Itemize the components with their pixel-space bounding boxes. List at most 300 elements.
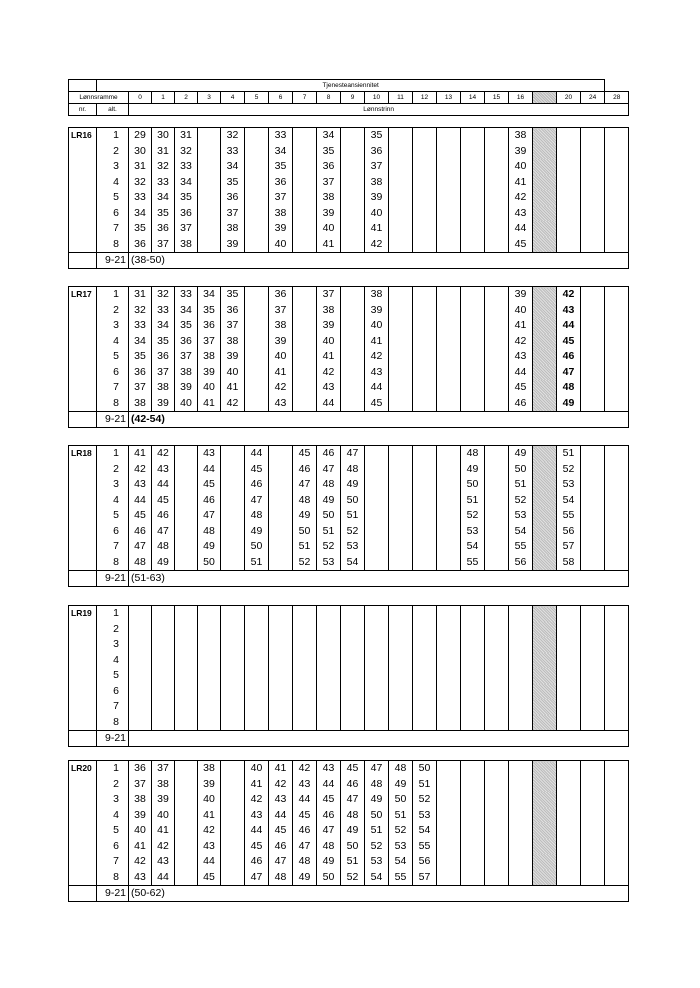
table-row (69, 380, 629, 396)
grade-cell (198, 144, 221, 160)
grade-cell (581, 808, 605, 824)
grade-cell (605, 334, 629, 350)
grade-cell (198, 637, 221, 653)
grade-cell: 42 (221, 396, 245, 412)
grade-cell (293, 318, 317, 334)
grade-cell: 35 (365, 128, 389, 144)
grade-cell (198, 606, 221, 622)
grade-cell: 37 (317, 287, 341, 303)
grade-cell (509, 777, 533, 793)
grade-cell: 34 (152, 190, 175, 206)
grade-cell (437, 715, 461, 731)
table-row (69, 715, 629, 731)
table-row (69, 653, 629, 669)
grade-cell (557, 808, 581, 824)
grade-cell: 52 (389, 823, 413, 839)
grade-cell: 48 (129, 555, 152, 571)
grade-cell (485, 380, 509, 396)
grade-cell (341, 699, 365, 715)
grade-cell (605, 715, 629, 731)
grade-cell: 42 (152, 839, 175, 855)
grade-cell (461, 206, 485, 222)
grade-cell: 39 (152, 396, 175, 412)
grade-cell: 37 (317, 175, 341, 191)
grade-cell (581, 539, 605, 555)
grade-cell (533, 190, 557, 206)
grade-cell (533, 808, 557, 824)
row-alt: 8 (97, 555, 129, 571)
table-row (69, 684, 629, 700)
table-row (69, 622, 629, 638)
grade-cell: 45 (557, 334, 581, 350)
grade-cell (485, 159, 509, 175)
grade-cell: 42 (293, 761, 317, 777)
row-alt: 8 (97, 396, 129, 412)
grade-cell (581, 524, 605, 540)
grade-cell (413, 380, 437, 396)
row-alt: 8 (97, 870, 129, 886)
grade-cell (293, 303, 317, 319)
grade-cell (245, 365, 269, 381)
grade-cell: 46 (245, 854, 269, 870)
grade-cell: 37 (221, 318, 245, 334)
header-year: 5 (245, 92, 269, 104)
row-alt: 2 (97, 462, 129, 478)
grade-cell (198, 622, 221, 638)
grade-cell (509, 854, 533, 870)
grade-cell (175, 761, 198, 777)
grade-cell (341, 606, 365, 622)
salary-block-lr19 (68, 605, 629, 747)
grade-cell: 38 (198, 761, 221, 777)
grade-cell (293, 653, 317, 669)
grade-cell: 36 (317, 159, 341, 175)
grade-cell (437, 334, 461, 350)
row-alt: 8 (97, 237, 129, 253)
grade-cell: 41 (509, 318, 533, 334)
grade-cell (245, 175, 269, 191)
grade-cell: 38 (129, 792, 152, 808)
grade-cell: 41 (509, 175, 533, 191)
table-row (69, 303, 629, 319)
table-row (69, 287, 629, 303)
grade-cell: 41 (269, 761, 293, 777)
grade-cell (365, 508, 389, 524)
grade-cell (293, 396, 317, 412)
grade-cell (293, 606, 317, 622)
grade-cell (485, 761, 509, 777)
grade-cell (221, 653, 245, 669)
grade-cell (317, 622, 341, 638)
grade-cell (129, 715, 152, 731)
grade-cell (413, 684, 437, 700)
grade-cell (605, 539, 629, 555)
grade-cell (221, 808, 245, 824)
grade-cell (221, 508, 245, 524)
grade-cell (485, 508, 509, 524)
grade-cell (509, 684, 533, 700)
grade-cell: 51 (245, 555, 269, 571)
grade-cell (365, 462, 389, 478)
grade-cell (198, 668, 221, 684)
grade-cell (269, 653, 293, 669)
grade-cell (129, 606, 152, 622)
grade-cell (413, 206, 437, 222)
row-alt: 6 (97, 839, 129, 855)
grade-cell (605, 622, 629, 638)
row-alt: 1 (97, 128, 129, 144)
grade-cell (605, 318, 629, 334)
grade-cell (437, 823, 461, 839)
grade-cell (485, 287, 509, 303)
grade-cell (533, 287, 557, 303)
grade-cell (461, 808, 485, 824)
grade-cell (533, 334, 557, 350)
header-lonnstrinn: Lønnstrinn (129, 104, 629, 116)
grade-cell (437, 318, 461, 334)
grade-cell: 39 (198, 777, 221, 793)
grade-cell (557, 221, 581, 237)
grade-cell (437, 303, 461, 319)
grade-cell (485, 477, 509, 493)
grade-cell (605, 221, 629, 237)
grade-cell: 39 (198, 365, 221, 381)
grade-cell (533, 396, 557, 412)
grade-cell (437, 493, 461, 509)
grade-cell (413, 318, 437, 334)
grade-cell: 52 (293, 555, 317, 571)
row-alt: 2 (97, 777, 129, 793)
grade-cell: 42 (557, 287, 581, 303)
grade-cell: 39 (152, 792, 175, 808)
header-year: 14 (461, 92, 485, 104)
header-year (533, 92, 557, 104)
grade-cell: 37 (152, 365, 175, 381)
block-footer (69, 731, 629, 747)
grade-cell (485, 446, 509, 462)
grade-cell: 55 (509, 539, 533, 555)
grade-cell (533, 221, 557, 237)
grade-cell (413, 396, 437, 412)
grade-cell (245, 684, 269, 700)
table-row (69, 334, 629, 350)
grade-cell: 38 (365, 287, 389, 303)
grade-cell (557, 190, 581, 206)
grade-cell (461, 128, 485, 144)
grade-cell (485, 668, 509, 684)
grade-cell (437, 854, 461, 870)
grade-cell (129, 637, 152, 653)
grade-cell (533, 668, 557, 684)
grade-cell (437, 237, 461, 253)
grade-cell (437, 477, 461, 493)
grade-cell (605, 684, 629, 700)
grade-cell (557, 870, 581, 886)
grade-cell: 48 (389, 761, 413, 777)
row-alt: 3 (97, 318, 129, 334)
grade-cell: 47 (341, 792, 365, 808)
table-row (69, 396, 629, 412)
grade-cell: 39 (509, 287, 533, 303)
grade-cell: 37 (198, 334, 221, 350)
grade-cell (365, 622, 389, 638)
grade-cell (509, 622, 533, 638)
grade-cell (365, 715, 389, 731)
grade-cell (461, 365, 485, 381)
grade-cell (198, 237, 221, 253)
grade-cell: 44 (317, 777, 341, 793)
table-row (69, 144, 629, 160)
grade-cell: 40 (269, 237, 293, 253)
grade-cell: 54 (557, 493, 581, 509)
grade-cell: 35 (198, 303, 221, 319)
grade-cell: 46 (557, 349, 581, 365)
grade-cell (533, 606, 557, 622)
grade-cell (605, 349, 629, 365)
footer-range: (51-63) (129, 571, 629, 587)
grade-cell (198, 653, 221, 669)
grade-cell (437, 808, 461, 824)
grade-cell: 47 (293, 477, 317, 493)
grade-cell (175, 854, 198, 870)
grade-cell (461, 622, 485, 638)
grade-cell (293, 159, 317, 175)
grade-cell: 47 (129, 539, 152, 555)
grade-cell: 36 (365, 144, 389, 160)
grade-cell: 38 (365, 175, 389, 191)
grade-cell (365, 606, 389, 622)
grade-cell (509, 699, 533, 715)
grade-cell: 56 (509, 555, 533, 571)
grade-cell (341, 715, 365, 731)
grade-cell: 45 (509, 380, 533, 396)
grade-cell (605, 524, 629, 540)
grade-cell: 46 (293, 823, 317, 839)
grade-cell: 42 (509, 190, 533, 206)
grade-cell: 42 (129, 462, 152, 478)
grade-cell (341, 303, 365, 319)
grade-cell: 56 (413, 854, 437, 870)
grade-cell (152, 668, 175, 684)
grade-cell (437, 653, 461, 669)
grade-cell (461, 175, 485, 191)
grade-cell (557, 668, 581, 684)
grade-cell: 39 (129, 808, 152, 824)
grade-cell: 45 (245, 839, 269, 855)
grade-cell: 32 (221, 128, 245, 144)
table-row (69, 808, 629, 824)
grade-cell (175, 555, 198, 571)
grade-cell: 43 (509, 349, 533, 365)
grade-cell: 36 (269, 175, 293, 191)
grade-cell (485, 684, 509, 700)
grade-cell: 37 (269, 303, 293, 319)
grade-cell (581, 839, 605, 855)
grade-cell: 33 (152, 303, 175, 319)
grade-cell: 29 (129, 128, 152, 144)
footer-blank (69, 412, 97, 428)
grade-cell (221, 555, 245, 571)
grade-cell: 45 (245, 462, 269, 478)
grade-cell (581, 334, 605, 350)
grade-cell (413, 349, 437, 365)
grade-cell (365, 446, 389, 462)
grade-cell: 44 (509, 365, 533, 381)
grade-cell (605, 808, 629, 824)
salary-block-lr16 (68, 127, 629, 269)
grade-cell (533, 539, 557, 555)
grade-cell (317, 699, 341, 715)
grade-cell: 51 (461, 493, 485, 509)
block-nr: LR16 (69, 128, 97, 253)
grade-cell: 32 (129, 175, 152, 191)
grade-cell (533, 159, 557, 175)
grade-cell (485, 396, 509, 412)
grade-cell: 37 (129, 380, 152, 396)
grade-cell (269, 555, 293, 571)
grade-cell: 36 (221, 190, 245, 206)
grade-cell (221, 477, 245, 493)
grade-cell: 50 (413, 761, 437, 777)
grade-cell (365, 539, 389, 555)
grade-cell (533, 761, 557, 777)
grade-cell: 45 (152, 493, 175, 509)
grade-cell: 49 (317, 493, 341, 509)
grade-cell (605, 159, 629, 175)
grade-cell (129, 622, 152, 638)
footer-blank (69, 253, 97, 269)
grade-cell: 48 (365, 777, 389, 793)
grade-cell (365, 684, 389, 700)
row-alt: 4 (97, 493, 129, 509)
grade-cell (317, 684, 341, 700)
grade-cell: 36 (129, 365, 152, 381)
footer-range: (42-54) (129, 412, 629, 428)
grade-cell (581, 318, 605, 334)
grade-cell: 46 (152, 508, 175, 524)
grade-cell: 41 (198, 808, 221, 824)
grade-cell (221, 715, 245, 731)
grade-cell: 38 (221, 334, 245, 350)
grade-cell: 55 (389, 870, 413, 886)
grade-cell: 51 (293, 539, 317, 555)
grade-cell (389, 606, 413, 622)
grade-cell (389, 668, 413, 684)
grade-cell (389, 555, 413, 571)
row-alt: 2 (97, 303, 129, 319)
grade-cell (557, 715, 581, 731)
grade-cell (605, 446, 629, 462)
grade-cell: 50 (198, 555, 221, 571)
grade-cell (365, 653, 389, 669)
header-year: 11 (389, 92, 413, 104)
grade-cell (485, 190, 509, 206)
grade-cell (245, 715, 269, 731)
grade-cell: 43 (152, 854, 175, 870)
grade-cell: 40 (269, 349, 293, 365)
grade-cell: 52 (365, 839, 389, 855)
grade-cell: 58 (557, 555, 581, 571)
grade-cell: 48 (317, 477, 341, 493)
grade-cell: 38 (269, 318, 293, 334)
grade-cell (581, 699, 605, 715)
grade-cell (437, 606, 461, 622)
grade-cell (581, 462, 605, 478)
grade-cell (437, 287, 461, 303)
grade-cell: 44 (198, 462, 221, 478)
grade-cell (485, 699, 509, 715)
grade-cell (341, 287, 365, 303)
grade-cell: 40 (317, 334, 341, 350)
grade-cell (557, 854, 581, 870)
grade-cell: 33 (129, 190, 152, 206)
grade-cell (341, 175, 365, 191)
grade-cell (245, 159, 269, 175)
grade-cell: 49 (461, 462, 485, 478)
grade-cell (485, 237, 509, 253)
table-row (69, 318, 629, 334)
grade-cell (221, 870, 245, 886)
grade-cell: 50 (245, 539, 269, 555)
grade-cell: 49 (152, 555, 175, 571)
header-year: 3 (198, 92, 221, 104)
grade-cell (245, 699, 269, 715)
grade-cell (389, 206, 413, 222)
grade-cell (533, 699, 557, 715)
grade-cell (533, 622, 557, 638)
block-footer (69, 253, 629, 269)
grade-cell (389, 653, 413, 669)
grade-cell (581, 622, 605, 638)
grade-cell (581, 823, 605, 839)
grade-cell: 44 (245, 823, 269, 839)
grade-cell: 55 (461, 555, 485, 571)
grade-cell: 35 (175, 190, 198, 206)
grade-cell: 37 (175, 349, 198, 365)
grade-cell: 39 (317, 206, 341, 222)
grade-cell (175, 524, 198, 540)
grade-cell: 46 (317, 446, 341, 462)
grade-cell: 49 (293, 508, 317, 524)
grade-cell: 47 (245, 870, 269, 886)
table-row (69, 539, 629, 555)
grade-cell: 37 (269, 190, 293, 206)
grade-cell (245, 318, 269, 334)
grade-cell: 54 (389, 854, 413, 870)
grade-cell: 39 (365, 303, 389, 319)
grade-cell (341, 622, 365, 638)
grade-cell (413, 715, 437, 731)
grade-cell (557, 175, 581, 191)
grade-cell: 44 (129, 493, 152, 509)
grade-cell (485, 221, 509, 237)
grade-cell (341, 159, 365, 175)
grade-cell (293, 287, 317, 303)
grade-cell (581, 761, 605, 777)
grade-cell: 36 (152, 349, 175, 365)
grade-cell: 49 (557, 396, 581, 412)
grade-cell: 40 (198, 792, 221, 808)
grade-cell (341, 144, 365, 160)
grade-cell (389, 334, 413, 350)
grade-cell: 46 (341, 777, 365, 793)
header-year: 16 (509, 92, 533, 104)
grade-cell (533, 237, 557, 253)
grade-cell (605, 237, 629, 253)
grade-cell: 37 (129, 777, 152, 793)
footer-blank (69, 886, 97, 902)
grade-cell (245, 653, 269, 669)
